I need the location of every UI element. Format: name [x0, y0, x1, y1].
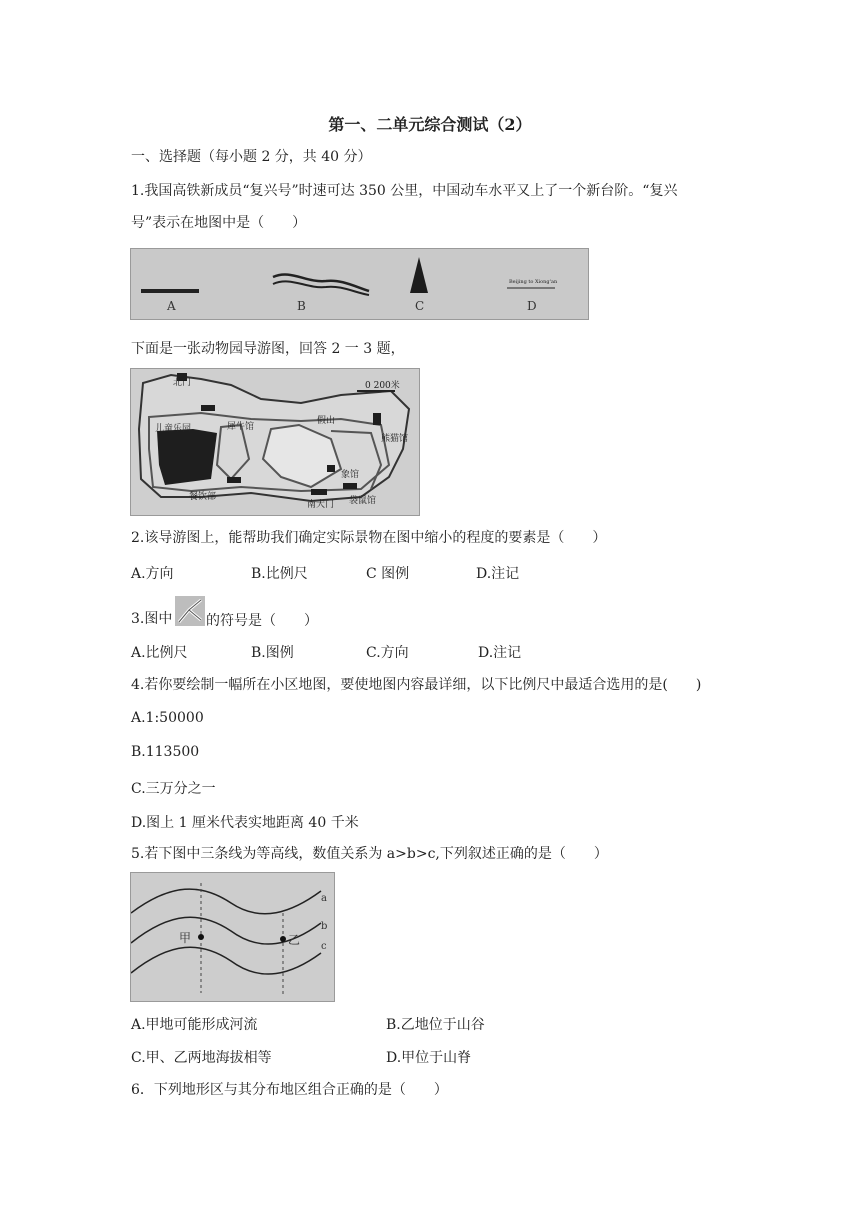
q3-option-b: B.图例	[251, 645, 294, 661]
q1-label-c: C	[415, 299, 425, 313]
q1-d-text: Beijing to Xiong'an	[509, 279, 558, 285]
q3-option-d: D.注记	[478, 645, 522, 661]
building-marker	[373, 413, 381, 425]
contour-label-b: b	[321, 921, 328, 932]
point-yi-dot	[280, 936, 286, 942]
q5-option-c: C.甲、乙两地海拔相等	[131, 1050, 272, 1066]
section-heading: 一、选择题（每小题 2 分，共 40 分）	[131, 149, 372, 165]
q1-label-d: D	[527, 299, 537, 313]
point-jia-dot	[198, 934, 204, 940]
zoo-map	[130, 368, 420, 516]
label-north-gate: 北门	[173, 378, 192, 388]
q4-option-b: B.113500	[131, 744, 200, 760]
label-point-jia: 甲	[179, 931, 192, 945]
q3-text-after: 的符号是（ ）	[206, 613, 318, 629]
building-marker	[327, 465, 335, 472]
intro-q2-q3: 下面是一张动物园导游图，回答 2 一 3 题，	[131, 341, 405, 357]
q3-text-before: 3.图中	[131, 611, 173, 627]
q2-option-b: B.比例尺	[251, 566, 308, 582]
symbol-d-text	[507, 287, 555, 289]
q4-option-c: C.三万分之一	[131, 781, 216, 797]
symbol-c-tree	[410, 257, 428, 293]
path-symbol-icon	[175, 596, 205, 626]
contour-label-c: c	[321, 941, 327, 952]
q5-option-d: D.甲位于山脊	[386, 1050, 472, 1066]
q1-label-b: B	[297, 299, 306, 313]
page-title: 第一、二单元综合测试（2）	[328, 115, 532, 134]
q2-option-c: C 图例	[366, 566, 410, 582]
label-panda: 熊猫馆	[381, 434, 409, 444]
q4-option-a: A.1:50000	[131, 710, 204, 726]
building-marker	[311, 489, 327, 495]
label-south-gate: 南大门	[307, 500, 335, 510]
building-marker	[227, 477, 241, 483]
label-point-yi: 乙	[288, 933, 301, 947]
contour-line-a	[131, 889, 321, 914]
label-rhino: 犀牛馆	[227, 422, 255, 432]
label-scale: 0 200米	[365, 381, 400, 391]
q5-text: 5.若下图中三条线为等高线，数值关系为 a>b>c,下列叙述正确的是（ ）	[131, 846, 608, 862]
label-elephant: 象馆	[341, 470, 360, 480]
label-kids-park: 儿童乐园	[155, 424, 192, 434]
label-kangaroo: 袋鼠馆	[349, 496, 377, 506]
q1-symbol-figure	[130, 248, 589, 320]
q1-text-line2: 号”表示在地图中是（ ）	[131, 215, 307, 231]
contour-svg	[131, 873, 334, 1001]
q4-option-d: D.图上 1 厘米代表实地距离 40 千米	[131, 815, 359, 831]
q3-inline-symbol	[175, 596, 205, 626]
q6-text: 6．下列地形区与其分布地区组合正确的是（ ）	[131, 1082, 448, 1098]
q2-option-a: A.方向	[131, 566, 174, 582]
q5-option-a: A.甲地可能形成河流	[131, 1017, 258, 1033]
q4-text: 4.若你要绘制一幅所在小区地图，要使地图内容最详细，以下比例尺中最适合选用的是( )	[131, 677, 702, 693]
q5-option-b: B.乙地位于山谷	[386, 1017, 485, 1033]
q3-option-a: A.比例尺	[131, 645, 188, 661]
q1-label-a: A	[167, 299, 176, 313]
q2-text: 2.该导游图上，能帮助我们确定实际景物在图中缩小的程度的要素是（ ）	[131, 530, 607, 546]
building-marker	[201, 405, 215, 411]
contour-label-a: a	[321, 893, 327, 904]
label-rockery: 假山	[317, 416, 336, 426]
q1-text-line1: 1.我国高铁新成员“复兴号”时速可达 350 公里，中国动车水平又上了一个新台阶。“复兴	[131, 183, 678, 199]
kids-park-area	[157, 429, 217, 485]
contour-line-c	[131, 947, 321, 974]
q3-option-c: C.方向	[366, 645, 409, 661]
contour-figure	[130, 872, 335, 1002]
symbol-b-river	[273, 275, 369, 291]
label-restaurant: 餐饮部	[189, 492, 217, 502]
q2-option-d: D.注记	[476, 566, 520, 582]
building-marker	[343, 483, 357, 489]
